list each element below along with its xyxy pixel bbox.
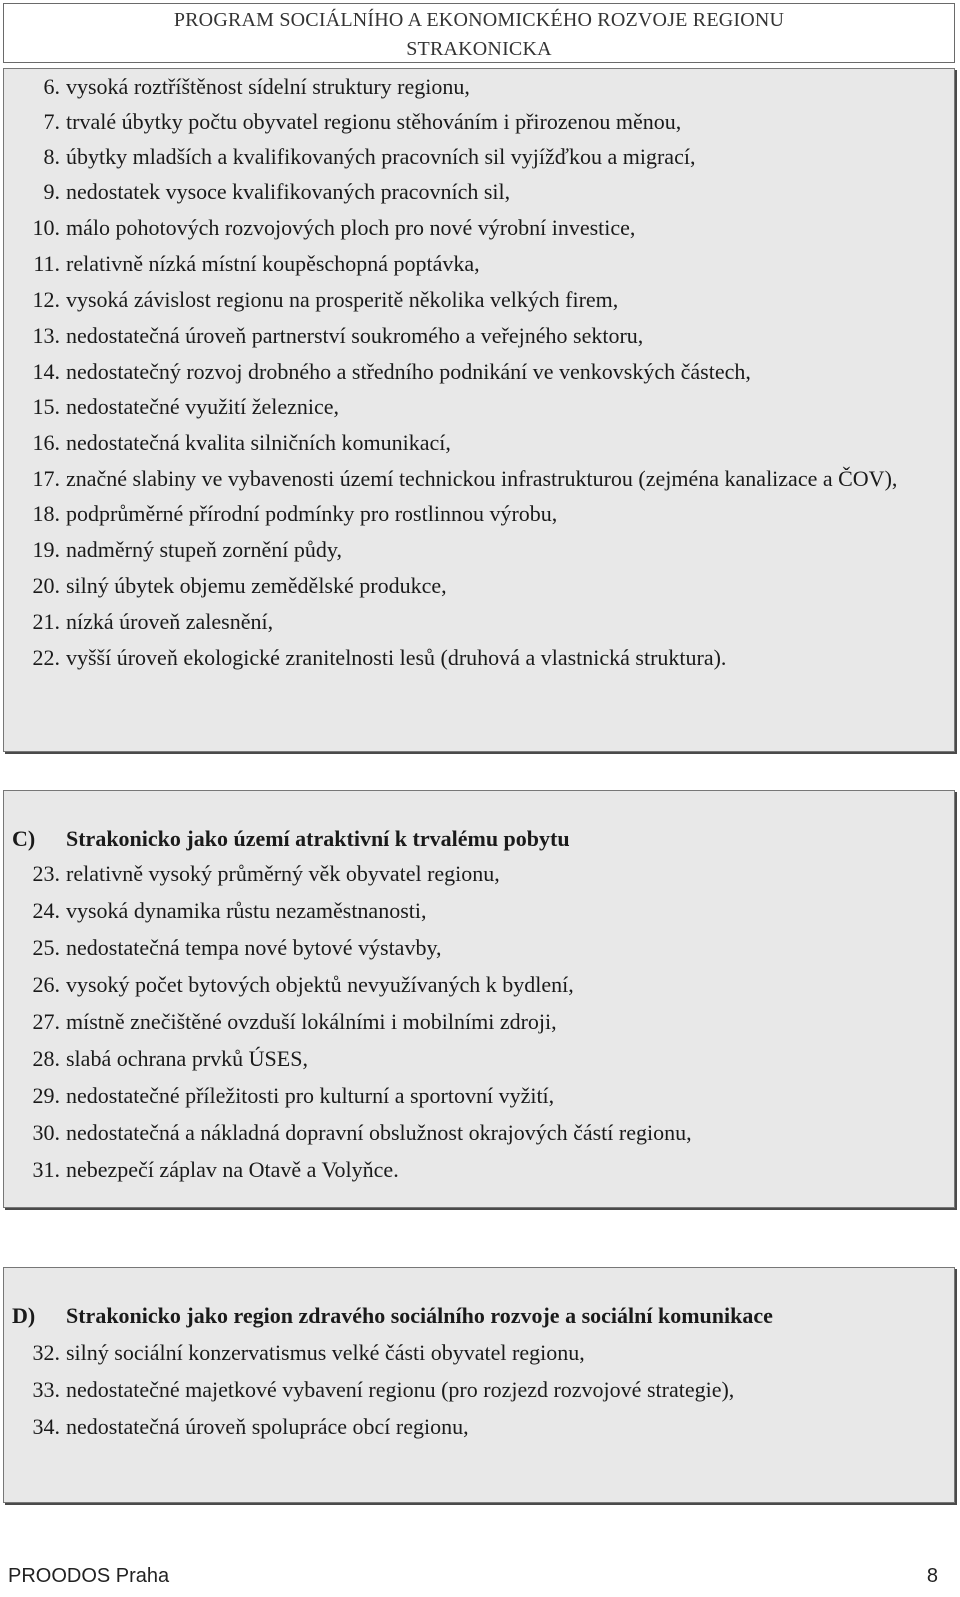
weakness-list-block-c bbox=[3, 790, 955, 1208]
section-heading-d: D) Strakonicko jako region zdravého sociálního rozvoje a sociální komunikace bbox=[12, 1303, 773, 1328]
list-item: 17. značné slabiny ve vybavenosti území technickou infrastrukturou (zejména kanalizace a ČOV), bbox=[32, 466, 898, 491]
list-item: 8. úbytky mladších a kvalifikovaných pracovních sil vyjížďkou a migrací, bbox=[43, 144, 696, 169]
list-item: 23. relativně vysoký průměrný věk obyvatel regionu, bbox=[32, 861, 500, 886]
list-item: 18. podprůměrné přírodní podmínky pro rostlinnou výrobu, bbox=[32, 501, 558, 526]
list-item: 16. nedostatečná kvalita silničních komunikací, bbox=[32, 430, 451, 455]
header-title-line1: PROGRAM SOCIÁLNÍHO A EKONOMICKÉHO ROZVOJE REGIONU bbox=[173, 9, 785, 31]
list-item: 25. nedostatečná tempa nové bytové výstavby, bbox=[32, 935, 442, 960]
list-item: 11. relativně nízká místní koupěschopná poptávka, bbox=[33, 251, 480, 276]
list-item: 34. nedostatečná úroveň spolupráce obcí regionu, bbox=[32, 1414, 469, 1439]
list-item: 30. nedostatečná a nákladná dopravní obslužnost okrajových částí regionu, bbox=[32, 1120, 692, 1145]
weakness-list-block-b bbox=[3, 68, 955, 752]
list-item: 27. místně znečištěné ovzduší lokálními i mobilními zdroji, bbox=[32, 1009, 557, 1034]
page-header bbox=[3, 3, 955, 63]
list-item: 20. silný úbytek objemu zemědělské produkce, bbox=[32, 573, 447, 598]
list-item: 32. silný sociální konzervatismus velké části obyvatel regionu, bbox=[32, 1340, 585, 1365]
list-item: 15. nedostatečné využití železnice, bbox=[32, 394, 340, 419]
footer-publisher: PROODOS Praha bbox=[8, 1565, 170, 1587]
list-item: 33. nedostatečné majetkové vybavení regionu (pro rozjezd rozvojové strategie), bbox=[32, 1377, 735, 1402]
section-heading-c: C) Strakonicko jako území atraktivní k trvalému pobytu bbox=[12, 826, 570, 851]
list-item: 21. nízká úroveň zalesnění, bbox=[32, 609, 274, 634]
list-item: 26. vysoký počet bytových objektů nevyužívaných k bydlení, bbox=[32, 972, 574, 997]
weakness-list-block-d bbox=[3, 1267, 955, 1503]
list-item: 12. vysoká závislost regionu na prosperitě několika velkých firem, bbox=[32, 287, 619, 312]
list-item: 14. nedostatečný rozvoj drobného a středního podnikání ve venkovských částech, bbox=[32, 359, 751, 384]
list-item: 29. nedostatečné příležitosti pro kulturní a sportovní vyžití, bbox=[32, 1083, 555, 1108]
list-item: 24. vysoká dynamika růstu nezaměstnanosti, bbox=[32, 898, 427, 923]
list-item: 22. vyšší úroveň ekologické zranitelnosti lesů (druhová a vlastnická struktura). bbox=[32, 645, 727, 670]
list-item: 28. slabá ochrana prvků ÚSES, bbox=[32, 1046, 308, 1071]
header-title-line2: STRAKONICKA bbox=[406, 38, 552, 60]
list-item: 9. nedostatek vysoce kvalifikovaných pracovních sil, bbox=[43, 179, 511, 204]
list-item: 13. nedostatečná úroveň partnerství soukromého a veřejného sektoru, bbox=[32, 323, 644, 348]
list-item: 19. nadměrný stupeň zornění půdy, bbox=[32, 537, 342, 562]
list-item: 7. trvalé úbytky počtu obyvatel regionu stěhováním i přirozenou měnou, bbox=[43, 109, 682, 134]
page-number: 8 bbox=[926, 1565, 938, 1587]
list-item: 10. málo pohotových rozvojových ploch pro nové výrobní investice, bbox=[32, 215, 636, 240]
list-item: 31. nebezpečí záplav na Otavě a Volyňce. bbox=[32, 1157, 399, 1182]
list-item: 6. vysoká roztříštěnost sídelní struktury regionu, bbox=[43, 74, 470, 99]
